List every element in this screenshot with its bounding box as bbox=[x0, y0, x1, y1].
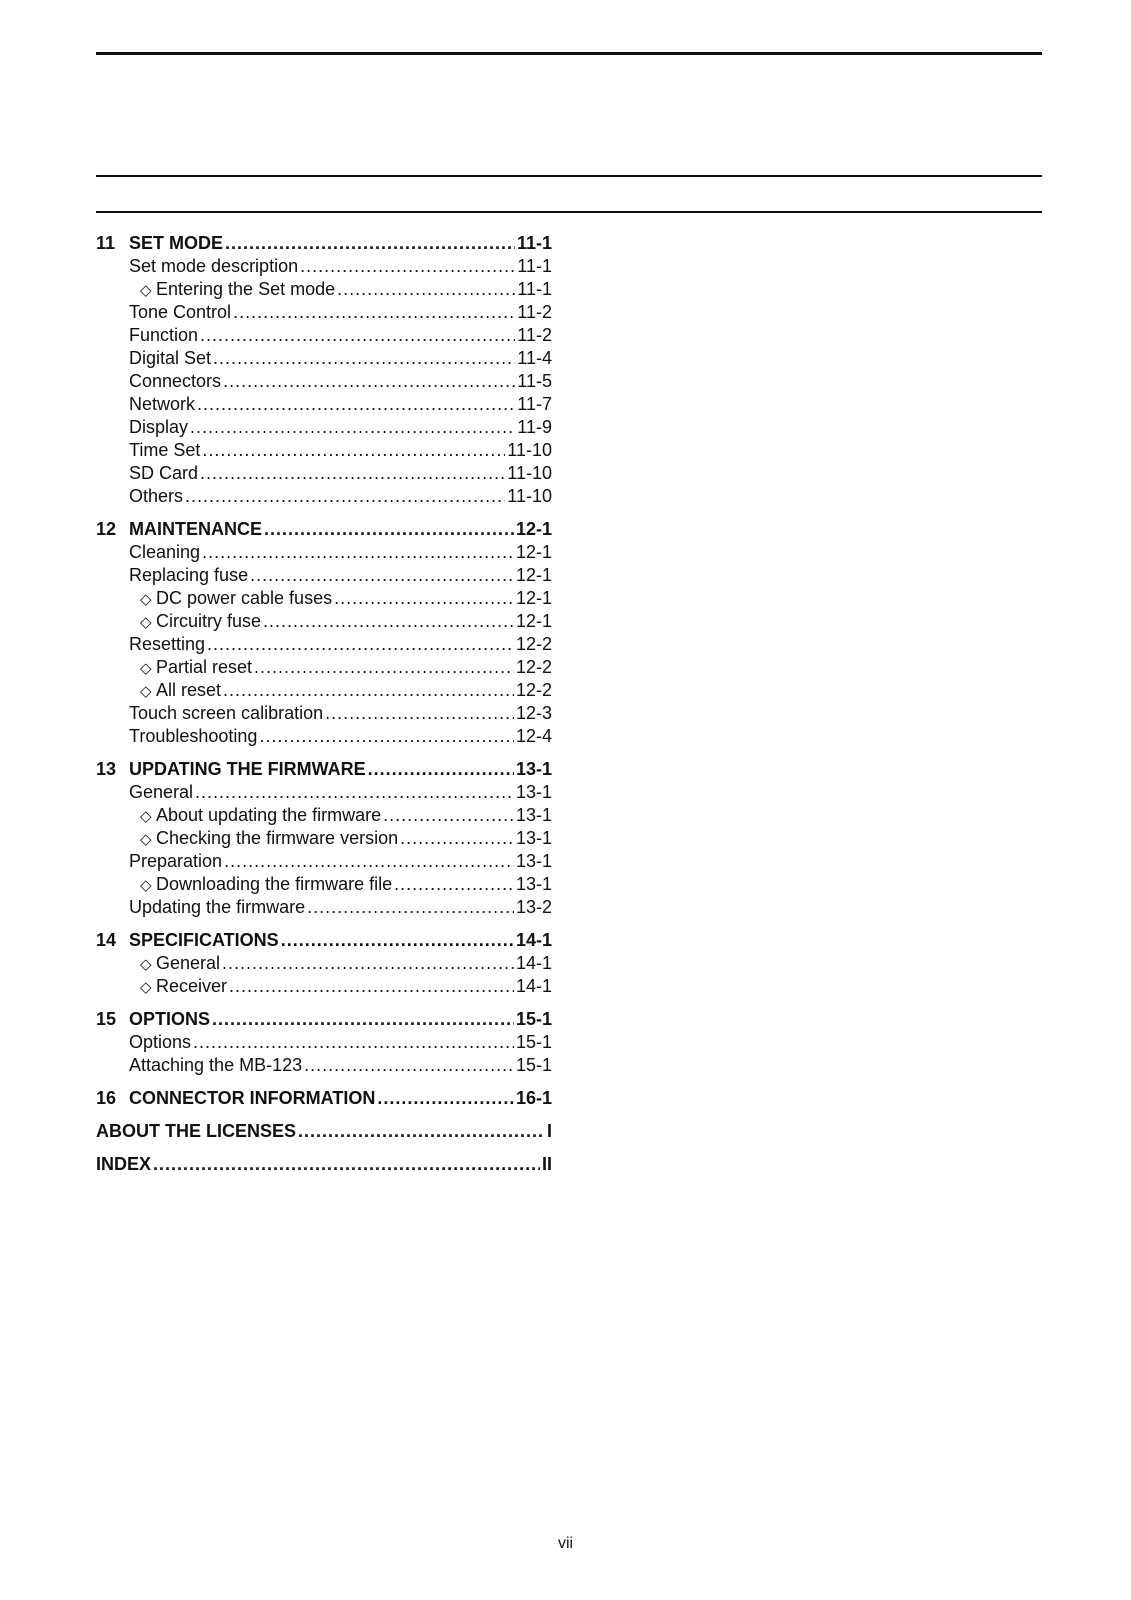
entry-page: 12-1 bbox=[515, 611, 552, 631]
toc-section-row bbox=[96, 485, 552, 508]
dot-leader bbox=[225, 232, 515, 255]
diamond-bullet-icon: ◇ bbox=[140, 683, 152, 700]
entry-title: Others bbox=[129, 486, 184, 506]
toc-subsection-row bbox=[96, 975, 552, 998]
page-number: vii bbox=[557, 1535, 574, 1552]
diamond-bullet-icon: ◇ bbox=[140, 282, 152, 299]
entry-title: About updating the firmware bbox=[156, 805, 382, 825]
dot-leader bbox=[394, 873, 514, 896]
toc-section-row bbox=[96, 725, 552, 748]
dot-leader bbox=[368, 758, 514, 781]
chapter-title: MAINTENANCE bbox=[129, 519, 262, 539]
entry-title: Partial reset bbox=[156, 657, 253, 677]
chapter-title: SPECIFICATIONS bbox=[129, 930, 279, 950]
toc-section-row bbox=[96, 541, 552, 564]
dot-leader bbox=[254, 656, 514, 679]
toc-chapter-row bbox=[96, 758, 552, 781]
chapter-number: 12 bbox=[96, 519, 117, 539]
back-matter-page: II bbox=[541, 1154, 552, 1174]
chapter-page: 13-1 bbox=[515, 759, 552, 779]
entry-title: Cleaning bbox=[129, 542, 201, 562]
header-rule-middle bbox=[96, 175, 1042, 177]
dot-leader bbox=[298, 1120, 545, 1143]
entry-page: 13-1 bbox=[515, 874, 552, 894]
dot-leader bbox=[200, 324, 515, 347]
back-matter-title: ABOUT THE LICENSES bbox=[96, 1121, 297, 1141]
entry-title: Tone Control bbox=[129, 302, 232, 322]
toc-subsection-row bbox=[96, 679, 552, 702]
toc-section-row bbox=[96, 439, 552, 462]
toc-subsection-row bbox=[96, 873, 552, 896]
toc-section-row bbox=[96, 393, 552, 416]
entry-title: General bbox=[156, 953, 221, 973]
entry-title: Network bbox=[129, 394, 196, 414]
toc-section-row bbox=[96, 1054, 552, 1077]
chapter-number: 13 bbox=[96, 759, 117, 779]
diamond-bullet-icon: ◇ bbox=[140, 808, 152, 825]
toc-section-row bbox=[96, 564, 552, 587]
back-matter-title: INDEX bbox=[96, 1154, 152, 1174]
entry-title: SD Card bbox=[129, 463, 199, 483]
entry-page: 13-1 bbox=[515, 851, 552, 871]
toc-section-row bbox=[96, 896, 552, 919]
entry-page: 15-1 bbox=[515, 1032, 552, 1052]
diamond-bullet-icon: ◇ bbox=[140, 831, 152, 848]
chapter-number: 15 bbox=[96, 1009, 117, 1029]
entry-title: General bbox=[129, 782, 194, 802]
dot-leader bbox=[229, 975, 514, 998]
toc-section-row bbox=[96, 462, 552, 485]
chapter-title: UPDATING THE FIRMWARE bbox=[129, 759, 366, 779]
table-of-contents bbox=[96, 232, 552, 1176]
entry-page: 12-2 bbox=[515, 634, 552, 654]
entry-page: 12-1 bbox=[515, 565, 552, 585]
dot-leader bbox=[200, 462, 505, 485]
entry-title: Options bbox=[129, 1032, 192, 1052]
toc-subsection-row bbox=[96, 587, 552, 610]
dot-leader bbox=[377, 1087, 514, 1110]
entry-page: 13-1 bbox=[515, 805, 552, 825]
entry-page: 11-2 bbox=[517, 325, 552, 345]
entry-title: Time Set bbox=[129, 440, 201, 460]
entry-title: Circuitry fuse bbox=[156, 611, 262, 631]
entry-page: 14-1 bbox=[515, 953, 552, 973]
entry-title: Downloading the firmware file bbox=[156, 874, 393, 894]
dot-leader bbox=[185, 485, 505, 508]
entry-title: Attaching the MB-123 bbox=[129, 1055, 303, 1075]
dot-leader bbox=[190, 416, 515, 439]
entry-page: 12-2 bbox=[515, 680, 552, 700]
toc-section-row bbox=[96, 702, 552, 725]
entry-page: 11-1 bbox=[517, 279, 552, 299]
chapter-page: 11-1 bbox=[516, 233, 552, 253]
entry-page: 12-1 bbox=[515, 542, 552, 562]
toc-chapter-row bbox=[96, 929, 552, 952]
chapter-page: 16-1 bbox=[515, 1088, 552, 1108]
entry-page: 11-4 bbox=[517, 348, 552, 368]
dot-leader bbox=[300, 255, 515, 278]
toc-back-matter-row bbox=[96, 1153, 552, 1176]
dot-leader bbox=[233, 301, 515, 324]
chapter-number: 14 bbox=[96, 930, 117, 950]
toc-section-row bbox=[96, 1031, 552, 1054]
entry-title: Function bbox=[129, 325, 199, 345]
dot-leader bbox=[325, 702, 514, 725]
diamond-bullet-icon: ◇ bbox=[140, 877, 152, 894]
entry-page: 13-1 bbox=[515, 828, 552, 848]
dot-leader bbox=[264, 518, 514, 541]
entry-page: 12-3 bbox=[515, 703, 552, 723]
toc-subsection-row bbox=[96, 952, 552, 975]
entry-title: Updating the firmware bbox=[129, 897, 306, 917]
dot-leader bbox=[400, 827, 514, 850]
entry-title: Set mode description bbox=[129, 256, 299, 276]
entry-title: Troubleshooting bbox=[129, 726, 258, 746]
dot-leader bbox=[223, 679, 514, 702]
dot-leader bbox=[193, 1031, 514, 1054]
back-matter-page: I bbox=[546, 1121, 552, 1141]
dot-leader bbox=[383, 804, 514, 827]
entry-page: 13-1 bbox=[515, 782, 552, 802]
chapter-number: 11 bbox=[96, 233, 116, 253]
toc-section-row bbox=[96, 416, 552, 439]
entry-title: Preparation bbox=[129, 851, 223, 871]
toc-section-row bbox=[96, 324, 552, 347]
entry-page: 11-10 bbox=[507, 440, 552, 460]
toc-section-row bbox=[96, 370, 552, 393]
dot-leader bbox=[304, 1054, 514, 1077]
entry-page: 11-7 bbox=[517, 394, 552, 414]
toc-section-row bbox=[96, 633, 552, 656]
entry-page: 15-1 bbox=[515, 1055, 552, 1075]
entry-title: Entering the Set mode bbox=[156, 279, 336, 299]
dot-leader bbox=[213, 347, 515, 370]
entry-page: 14-1 bbox=[515, 976, 552, 996]
dot-leader bbox=[224, 850, 514, 873]
entry-title: All reset bbox=[156, 680, 222, 700]
chapter-page: 12-1 bbox=[515, 519, 552, 539]
entry-title: DC power cable fuses bbox=[156, 588, 333, 608]
entry-page: 12-4 bbox=[515, 726, 552, 746]
entry-title: Checking the firmware version bbox=[156, 828, 399, 848]
entry-page: 11-1 bbox=[517, 256, 552, 276]
dot-leader bbox=[263, 610, 514, 633]
dot-leader bbox=[202, 439, 505, 462]
entry-page: 12-2 bbox=[515, 657, 552, 677]
header-rule-top bbox=[96, 52, 1042, 55]
dot-leader bbox=[202, 541, 514, 564]
entry-title: Connectors bbox=[129, 371, 222, 391]
dot-leader bbox=[250, 564, 514, 587]
entry-page: 13-2 bbox=[515, 897, 552, 917]
toc-chapter-row bbox=[96, 1008, 552, 1031]
entry-page: 12-1 bbox=[515, 588, 552, 608]
diamond-bullet-icon: ◇ bbox=[140, 591, 152, 608]
chapter-title: SET MODE bbox=[129, 233, 224, 253]
toc-subsection-row bbox=[96, 278, 552, 301]
entry-title: Digital Set bbox=[129, 348, 212, 368]
chapter-title: OPTIONS bbox=[129, 1009, 211, 1029]
dot-leader bbox=[212, 1008, 514, 1031]
dot-leader bbox=[281, 929, 514, 952]
toc-chapter-row bbox=[96, 1087, 552, 1110]
entry-page: 11-5 bbox=[517, 371, 552, 391]
header-rule-bottom bbox=[96, 211, 1042, 213]
chapter-number: 16 bbox=[96, 1088, 117, 1108]
toc-subsection-row bbox=[96, 804, 552, 827]
toc-subsection-row bbox=[96, 656, 552, 679]
entry-title: Receiver bbox=[156, 976, 228, 996]
toc-section-row bbox=[96, 301, 552, 324]
dot-leader bbox=[223, 370, 515, 393]
toc-chapter-row bbox=[96, 518, 552, 541]
toc-back-matter-row bbox=[96, 1120, 552, 1143]
diamond-bullet-icon: ◇ bbox=[140, 614, 152, 631]
toc-subsection-row bbox=[96, 827, 552, 850]
dot-leader bbox=[197, 393, 515, 416]
diamond-bullet-icon: ◇ bbox=[140, 979, 152, 996]
dot-leader bbox=[153, 1153, 540, 1176]
toc-subsection-row bbox=[96, 610, 552, 633]
chapter-page: 15-1 bbox=[515, 1009, 552, 1029]
dot-leader bbox=[207, 633, 514, 656]
toc-section-row bbox=[96, 255, 552, 278]
entry-page: 11-10 bbox=[507, 463, 552, 483]
toc-chapter-row bbox=[96, 232, 552, 255]
chapter-page: 14-1 bbox=[515, 930, 552, 950]
toc-section-row bbox=[96, 781, 552, 804]
entry-page: 11-2 bbox=[517, 302, 552, 322]
toc-section-row bbox=[96, 850, 552, 873]
entry-title: Display bbox=[129, 417, 189, 437]
toc-section-row bbox=[96, 347, 552, 370]
dot-leader bbox=[195, 781, 514, 804]
dot-leader bbox=[337, 278, 515, 301]
dot-leader bbox=[334, 587, 514, 610]
dot-leader bbox=[307, 896, 514, 919]
entry-title: Resetting bbox=[129, 634, 206, 654]
entry-page: 11-9 bbox=[517, 417, 552, 437]
entry-page: 11-10 bbox=[507, 486, 552, 506]
entry-title: Touch screen calibration bbox=[129, 703, 324, 723]
dot-leader bbox=[259, 725, 514, 748]
entry-title: Replacing fuse bbox=[129, 565, 249, 585]
diamond-bullet-icon: ◇ bbox=[140, 660, 152, 677]
dot-leader bbox=[222, 952, 514, 975]
chapter-title: CONNECTOR INFORMATION bbox=[129, 1088, 376, 1108]
diamond-bullet-icon: ◇ bbox=[140, 956, 152, 973]
